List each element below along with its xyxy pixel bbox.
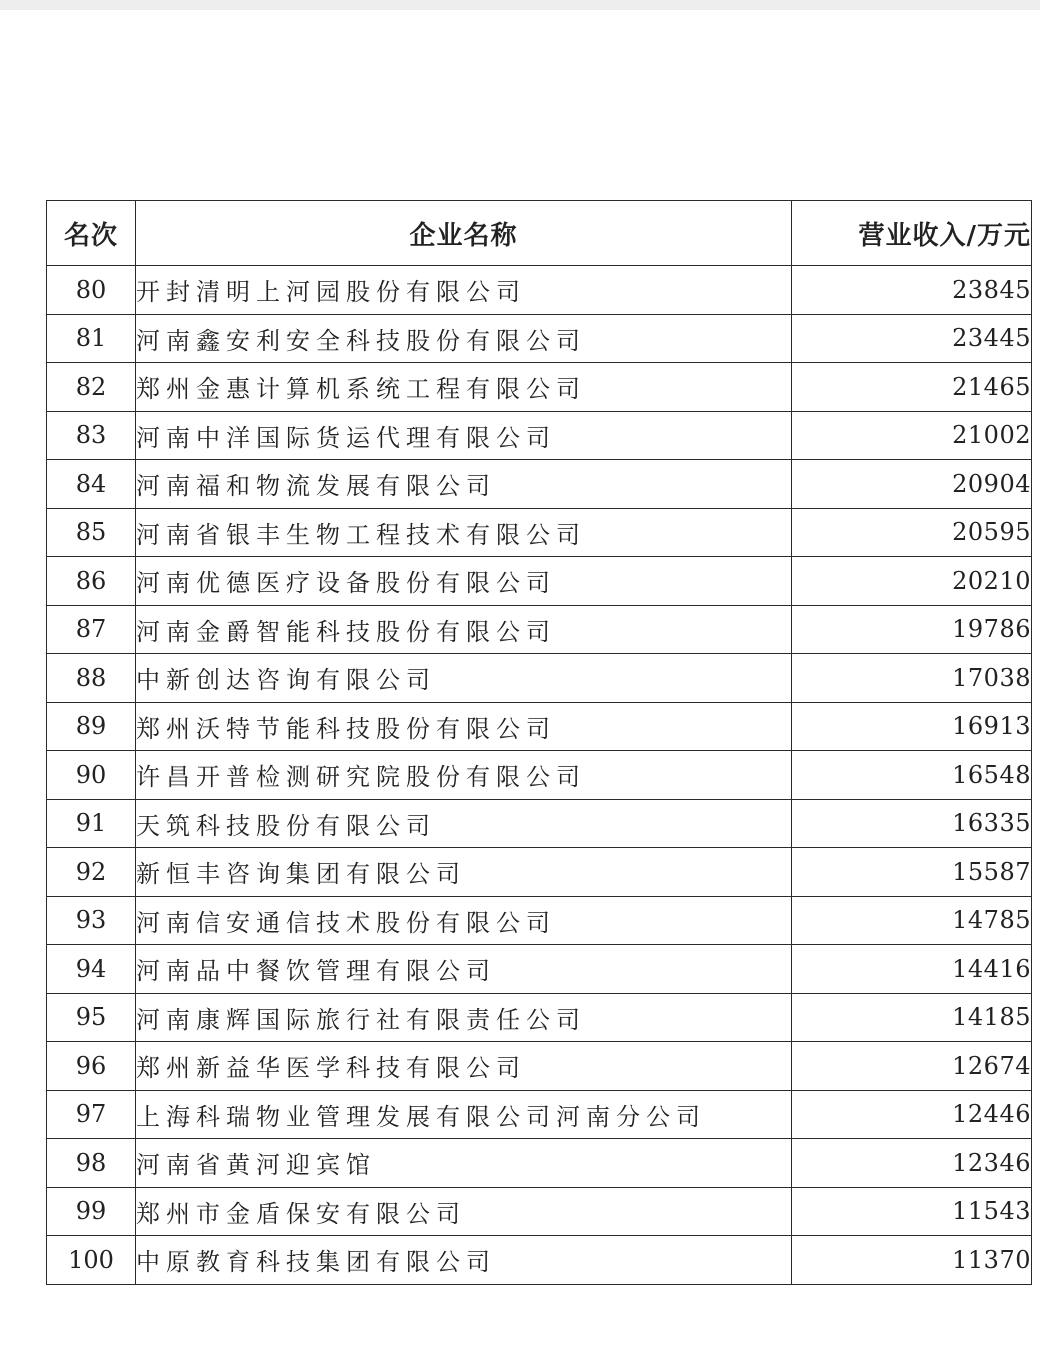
company-name-cell: 郑州金惠计算机系统工程有限公司 bbox=[136, 363, 792, 412]
revenue-cell: 14185 bbox=[792, 993, 1032, 1042]
company-name-cell: 中原教育科技集团有限公司 bbox=[136, 1236, 792, 1285]
revenue-cell: 20210 bbox=[792, 557, 1032, 606]
revenue-cell: 23845 bbox=[792, 266, 1032, 315]
company-name-cell: 河南金爵智能科技股份有限公司 bbox=[136, 605, 792, 654]
header-rank: 名次 bbox=[47, 201, 136, 266]
table-body bbox=[47, 266, 1032, 1285]
rank-cell: 97 bbox=[47, 1090, 136, 1139]
company-name-cell: 郑州市金盾保安有限公司 bbox=[136, 1187, 792, 1236]
rank-cell: 90 bbox=[47, 751, 136, 800]
company-name-cell: 郑州沃特节能科技股份有限公司 bbox=[136, 702, 792, 751]
rank-cell: 82 bbox=[47, 363, 136, 412]
table-row bbox=[47, 363, 1032, 412]
revenue-cell: 16913 bbox=[792, 702, 1032, 751]
revenue-cell: 21465 bbox=[792, 363, 1032, 412]
revenue-cell: 12674 bbox=[792, 1042, 1032, 1091]
table-row bbox=[47, 654, 1032, 703]
revenue-cell: 23445 bbox=[792, 314, 1032, 363]
revenue-cell: 21002 bbox=[792, 411, 1032, 460]
table-row bbox=[47, 411, 1032, 460]
company-name-cell: 河南优德医疗设备股份有限公司 bbox=[136, 557, 792, 606]
revenue-cell: 12346 bbox=[792, 1139, 1032, 1188]
ranking-table bbox=[46, 200, 1032, 1285]
rank-cell: 80 bbox=[47, 266, 136, 315]
revenue-cell: 20595 bbox=[792, 508, 1032, 557]
company-name-cell: 郑州新益华医学科技有限公司 bbox=[136, 1042, 792, 1091]
company-name-cell: 新恒丰咨询集团有限公司 bbox=[136, 848, 792, 897]
company-name-cell: 河南康辉国际旅行社有限责任公司 bbox=[136, 993, 792, 1042]
table-row bbox=[47, 460, 1032, 509]
rank-cell: 84 bbox=[47, 460, 136, 509]
company-name-cell: 河南品中餐饮管理有限公司 bbox=[136, 945, 792, 994]
table-row bbox=[47, 896, 1032, 945]
rank-cell: 94 bbox=[47, 945, 136, 994]
table-row bbox=[47, 314, 1032, 363]
table-row bbox=[47, 1139, 1032, 1188]
company-name-cell: 河南省黄河迎宾馆 bbox=[136, 1139, 792, 1188]
revenue-cell: 11543 bbox=[792, 1187, 1032, 1236]
rank-cell: 98 bbox=[47, 1139, 136, 1188]
revenue-cell: 14416 bbox=[792, 945, 1032, 994]
table-row bbox=[47, 993, 1032, 1042]
table-row bbox=[47, 557, 1032, 606]
revenue-cell: 15587 bbox=[792, 848, 1032, 897]
rank-cell: 81 bbox=[47, 314, 136, 363]
table-header bbox=[47, 201, 1032, 266]
company-name-cell: 天筑科技股份有限公司 bbox=[136, 799, 792, 848]
table-row bbox=[47, 1090, 1032, 1139]
revenue-cell: 12446 bbox=[792, 1090, 1032, 1139]
company-name-cell: 河南中洋国际货运代理有限公司 bbox=[136, 411, 792, 460]
rank-cell: 99 bbox=[47, 1187, 136, 1236]
revenue-cell: 11370 bbox=[792, 1236, 1032, 1285]
revenue-cell: 14785 bbox=[792, 896, 1032, 945]
header-revenue: 营业收入/万元 bbox=[792, 201, 1032, 266]
rank-cell: 88 bbox=[47, 654, 136, 703]
company-name-cell: 上海科瑞物业管理发展有限公司河南分公司 bbox=[136, 1090, 792, 1139]
table-row bbox=[47, 508, 1032, 557]
rank-cell: 87 bbox=[47, 605, 136, 654]
table-row bbox=[47, 1187, 1032, 1236]
company-name-cell: 中新创达咨询有限公司 bbox=[136, 654, 792, 703]
company-name-cell: 河南信安通信技术股份有限公司 bbox=[136, 896, 792, 945]
revenue-cell: 17038 bbox=[792, 654, 1032, 703]
rank-cell: 91 bbox=[47, 799, 136, 848]
table-row bbox=[47, 1042, 1032, 1091]
table-row bbox=[47, 848, 1032, 897]
table-row bbox=[47, 702, 1032, 751]
rank-cell: 86 bbox=[47, 557, 136, 606]
rank-cell: 93 bbox=[47, 896, 136, 945]
rank-cell: 89 bbox=[47, 702, 136, 751]
revenue-cell: 19786 bbox=[792, 605, 1032, 654]
top-edge-strip bbox=[0, 0, 1040, 10]
header-company-name: 企业名称 bbox=[136, 201, 792, 266]
rank-cell: 96 bbox=[47, 1042, 136, 1091]
rank-cell: 92 bbox=[47, 848, 136, 897]
revenue-cell: 20904 bbox=[792, 460, 1032, 509]
rank-cell: 100 bbox=[47, 1236, 136, 1285]
table-row bbox=[47, 799, 1032, 848]
revenue-cell: 16335 bbox=[792, 799, 1032, 848]
table-row bbox=[47, 1236, 1032, 1285]
rank-cell: 95 bbox=[47, 993, 136, 1042]
header-row bbox=[47, 201, 1032, 266]
company-name-cell: 开封清明上河园股份有限公司 bbox=[136, 266, 792, 315]
table-row bbox=[47, 945, 1032, 994]
table-row bbox=[47, 605, 1032, 654]
rank-cell: 85 bbox=[47, 508, 136, 557]
company-name-cell: 河南鑫安利安全科技股份有限公司 bbox=[136, 314, 792, 363]
company-name-cell: 许昌开普检测研究院股份有限公司 bbox=[136, 751, 792, 800]
company-name-cell: 河南福和物流发展有限公司 bbox=[136, 460, 792, 509]
rank-cell: 83 bbox=[47, 411, 136, 460]
company-name-cell: 河南省银丰生物工程技术有限公司 bbox=[136, 508, 792, 557]
revenue-cell: 16548 bbox=[792, 751, 1032, 800]
table-row bbox=[47, 751, 1032, 800]
table-row bbox=[47, 266, 1032, 315]
